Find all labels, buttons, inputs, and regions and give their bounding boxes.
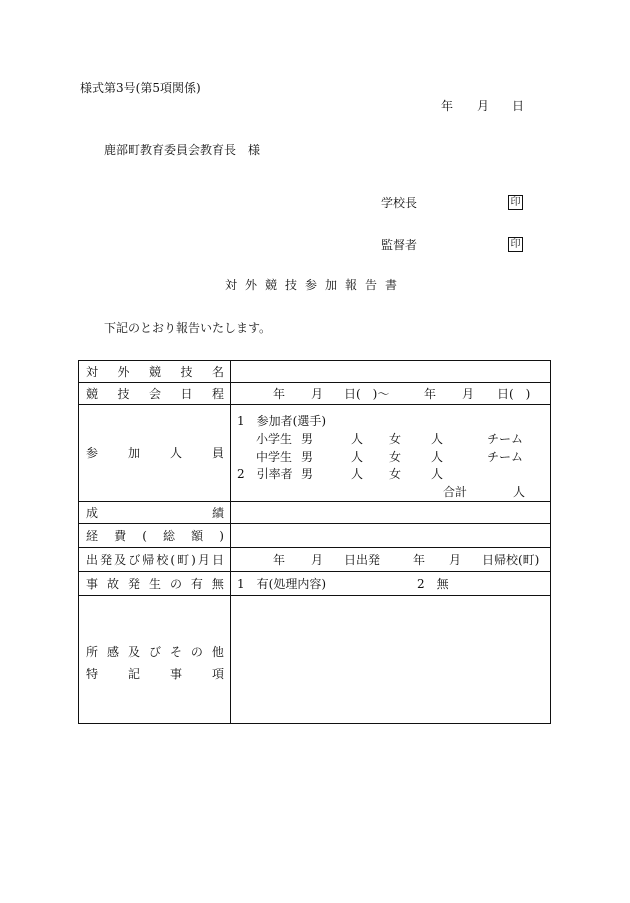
leaders-female-unit: 人: [431, 467, 444, 481]
label-char: 特: [86, 667, 99, 681]
label-char: 校: [156, 553, 169, 567]
table-row-participants: [79, 405, 550, 502]
table-row-expenses: [79, 524, 550, 548]
label-char: 会: [148, 387, 161, 401]
schedule-start-month: 月: [311, 387, 324, 401]
elementary-label: 小学生: [256, 432, 293, 446]
label-char: 及: [114, 553, 127, 567]
label-char: 及: [127, 645, 140, 659]
label-char: 競: [148, 365, 161, 379]
date-day-label: 日: [512, 99, 525, 113]
label-char: 帰: [142, 553, 155, 567]
departure-label: [86, 553, 224, 567]
departure-label-cell: [79, 548, 231, 571]
supervisor-label: 監督者: [381, 238, 418, 252]
event-name-label: [86, 365, 224, 379]
results-label: [86, 506, 224, 520]
label-char: 費: [114, 529, 127, 543]
remarks-label-line-2: [86, 667, 224, 681]
label-char: の: [169, 577, 182, 591]
junior-female-unit: 人: [431, 450, 444, 464]
label-char: び: [148, 645, 161, 659]
label-char: 技: [180, 365, 193, 379]
expenses-label-cell: [79, 524, 231, 547]
label-char: 町: [177, 553, 190, 567]
label-char: 事: [169, 667, 182, 681]
schedule-label-cell: [79, 383, 231, 404]
label-char: 加: [127, 446, 140, 460]
label-char: 記: [127, 667, 140, 681]
label-char: 無: [211, 577, 224, 591]
junior-team-unit: チーム: [487, 450, 524, 464]
schedule-start-year: 年: [273, 387, 286, 401]
report-table: [78, 360, 551, 724]
label-char: 出: [86, 553, 99, 567]
label-char: そ: [169, 645, 182, 659]
label-char: 所: [86, 645, 99, 659]
accidents-field[interactable]: [231, 572, 550, 595]
label-char: 成: [86, 506, 99, 520]
label-char: 員: [211, 446, 224, 460]
total-unit: 人: [513, 485, 526, 499]
elementary-female-unit: 人: [431, 432, 444, 446]
date-month-label: 月: [477, 99, 490, 113]
departure-year: 年: [273, 553, 286, 567]
principal-seal-box: 印: [508, 195, 523, 210]
leaders-heading: 2 引率者: [237, 467, 293, 481]
schedule-end-month: 月: [462, 387, 475, 401]
label-char: 感: [106, 645, 119, 659]
label-char: 技: [117, 387, 130, 401]
label-char: 他: [211, 645, 224, 659]
table-row-event-name: [79, 361, 550, 383]
accidents-label-cell: [79, 572, 231, 595]
label-char: 外: [117, 365, 130, 379]
label-char: 競: [86, 387, 99, 401]
elementary-team-unit: チーム: [487, 432, 524, 446]
table-row-remarks: [79, 596, 550, 723]
schedule-start-day: 日( )～: [344, 387, 390, 401]
label-char: 月: [197, 553, 210, 567]
label-char: 事: [86, 577, 99, 591]
label-char: 発: [100, 553, 113, 567]
schedule-field[interactable]: [231, 383, 550, 404]
label-char: 日: [211, 553, 224, 567]
elementary-male-unit: 人: [351, 432, 364, 446]
label-char: 日: [180, 387, 193, 401]
elementary-female-label: 女: [389, 432, 402, 446]
label-char: の: [190, 645, 203, 659]
accident-yes-option: 1 有(処理内容): [237, 577, 326, 591]
remarks-field[interactable]: [231, 596, 550, 723]
intro-text: 下記のとおり報告いたします。: [104, 321, 272, 335]
label-char: ): [191, 553, 196, 567]
event-name-field[interactable]: [231, 361, 550, 382]
event-name-label-cell: [79, 361, 231, 382]
table-row-accidents: [79, 572, 550, 596]
schedule-end-day: 日( ): [497, 387, 531, 401]
label-char: 有: [190, 577, 203, 591]
label-char: 総: [163, 529, 176, 543]
departure-month: 月: [311, 553, 324, 567]
results-label-cell: [79, 502, 231, 523]
leaders-male-unit: 人: [351, 467, 364, 481]
leaders-female-label: 女: [389, 467, 402, 481]
supervisor-seal-box: 印: [508, 237, 523, 252]
junior-male-unit: 人: [351, 450, 364, 464]
label-char: 参: [86, 446, 99, 460]
label-char: (: [142, 529, 147, 543]
label-char: 名: [211, 365, 224, 379]
expenses-field[interactable]: [231, 524, 550, 547]
players-heading: 1 参加者(選手): [237, 414, 326, 428]
participants-field[interactable]: [231, 405, 550, 501]
table-row-results: [79, 502, 550, 524]
table-row-schedule: [79, 383, 550, 405]
label-char: 生: [148, 577, 161, 591]
form-number: 様式第3号(第5項関係): [80, 81, 201, 95]
date-year-label: 年: [441, 99, 454, 113]
junior-label: 中学生: [256, 450, 293, 464]
label-char: 経: [86, 529, 99, 543]
accident-no-option: 2 無: [417, 577, 449, 591]
remarks-label-cell: [79, 596, 231, 723]
participants-label-cell: [79, 405, 231, 501]
addressee: 鹿部町教育委員会教育長 様: [104, 143, 261, 157]
label-char: 対: [86, 365, 99, 379]
label-char: 故: [106, 577, 119, 591]
results-field[interactable]: [231, 502, 550, 523]
elementary-male-label: 男: [301, 432, 314, 446]
participants-label: [86, 446, 224, 460]
return-day: 日帰校(町): [482, 553, 540, 567]
junior-female-label: 女: [389, 450, 402, 464]
label-char: 人: [169, 446, 182, 460]
label-char: 項: [211, 667, 224, 681]
label-char: 額: [191, 529, 204, 543]
document-title: 対外競技参加報告書: [224, 278, 405, 292]
label-char: 発: [127, 577, 140, 591]
departure-day: 日出発: [344, 553, 381, 567]
accidents-label: [86, 577, 224, 591]
label-char: 程: [211, 387, 224, 401]
schedule-label: [86, 387, 224, 401]
remarks-label-line-1: [86, 645, 224, 659]
label-char: (: [170, 553, 176, 567]
table-row-departure-return: [79, 548, 550, 572]
principal-label: 学校長: [381, 196, 418, 210]
expenses-label: [86, 529, 224, 543]
leaders-male-label: 男: [301, 467, 314, 481]
label-char: ): [219, 529, 224, 543]
return-year: 年: [413, 553, 426, 567]
schedule-end-year: 年: [424, 387, 437, 401]
departure-return-field[interactable]: [231, 548, 550, 571]
label-char: び: [128, 553, 141, 567]
total-label: 合計: [443, 485, 468, 499]
label-char: 績: [211, 506, 224, 520]
junior-male-label: 男: [301, 450, 314, 464]
return-month: 月: [449, 553, 462, 567]
